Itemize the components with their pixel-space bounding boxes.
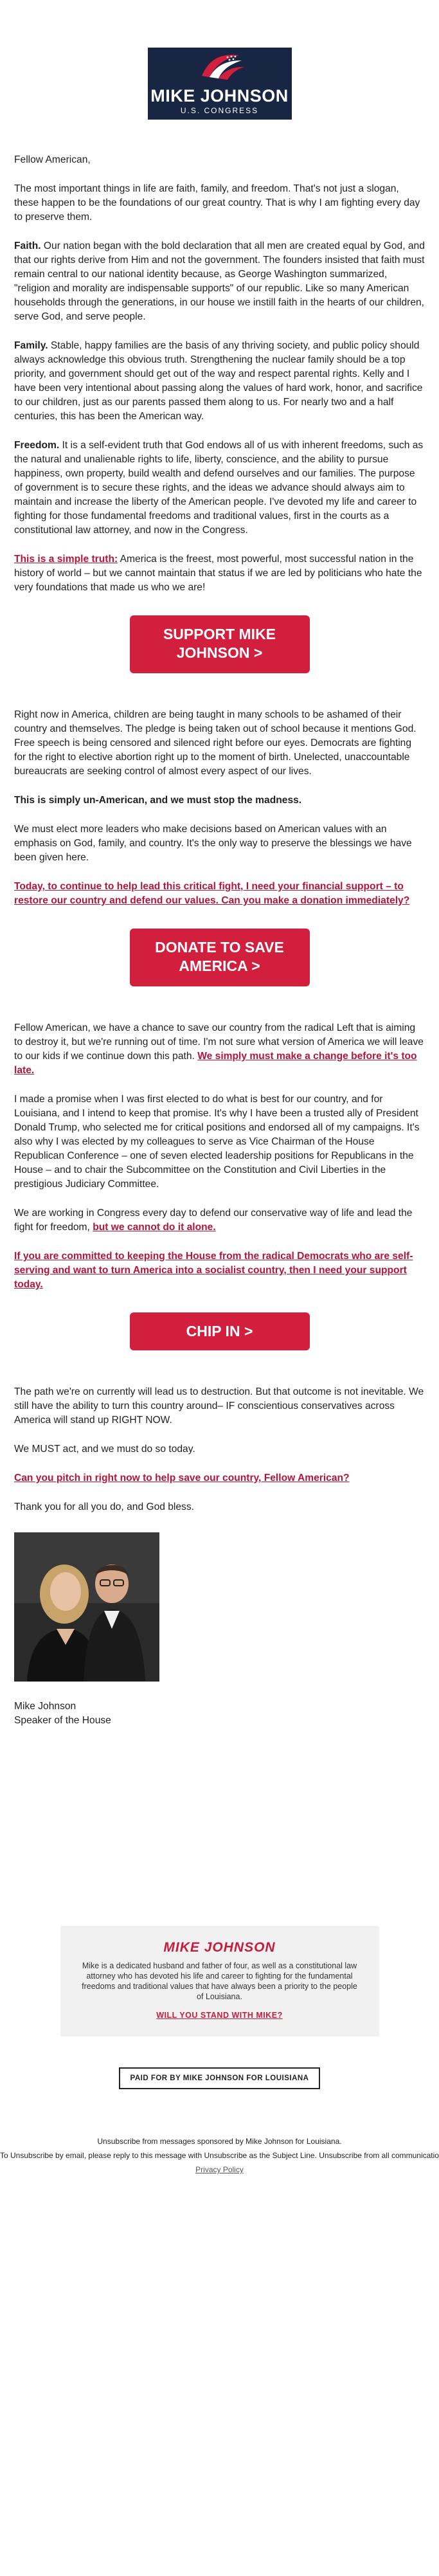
- paragraph-faith: [14, 239, 425, 324]
- campaign-logo: [148, 48, 292, 120]
- family-label: Family.: [14, 340, 48, 351]
- bio-box: [60, 1926, 379, 2036]
- family-text: Stable, happy families are the basis of any thriving society, and public policy should always acknowledge this obvious truth. Strengthening the nuclear family should be a top priority, and government should get out of the way and respect parental rights. Kelly and I have been very intentional about passing along the values of hard work, honor, and sacrifice to our children, just as our parents passed them along to us. For nearly two and a half centuries, this has been the American way.: [14, 340, 423, 422]
- stand-with-mike-link[interactable]: WILL YOU STAND WITH MIKE?: [156, 2011, 283, 2020]
- paragraph-pitch: [14, 1471, 425, 1485]
- donate-save-america-button[interactable]: DONATE TO SAVE AMERICA >: [130, 929, 310, 986]
- paragraph-working: [14, 1206, 425, 1235]
- working-text: We are working in Congress every day to defend our conservative way of life and lead the fight for freedom,: [14, 1208, 413, 1233]
- paragraph-path: The path we're on currently will lead us to destruction. But that outcome is not inevitable. We still have the ability to turn this country around– IF conscientious conservatives across America will stand up RIGHT NOW.: [14, 1386, 424, 1426]
- financial-support-link[interactable]: Today, to continue to help lead this critical fight, I need your financial support – to restore our country and defend our values. Can you make a donation immediately?: [14, 881, 410, 906]
- paragraph-promise: I made a promise when I was first elected to do what is best for our country, and for Louisiana, and I intend to keep that promise. It's why I have been a trusted ally of President Donald Trump, who selected me for critical positions and endorsed all of my campaigns. It's also why I was elected by my colleagues to serve as Vice Chairman of the House Republican Conference – one of seven elected leadership positions for Republicans in the House – and to chair the Subcommittee on the Constitution and Civil Liberties in the prestigious Judiciary Committee.: [14, 1094, 420, 1190]
- paragraph-freedom: [14, 439, 425, 538]
- paragraph-family: [14, 339, 425, 424]
- couple-photo: [14, 1532, 159, 1682]
- committed-support-link[interactable]: If you are committed to keeping the House from the radical Democrats who are self-serving and want to turn America into a socialist country, then I need your support today.: [14, 1251, 413, 1290]
- simple-truth-link[interactable]: This is a simple truth:: [14, 554, 118, 565]
- privacy-policy-link[interactable]: Privacy Policy: [195, 2165, 244, 2174]
- faith-label: Faith.: [14, 240, 41, 251]
- paragraph-chance: [14, 1021, 425, 1078]
- paragraph-thanks: Thank you for all you do, and God bless.: [14, 1501, 194, 1512]
- bio-title: MIKE JOHNSON: [163, 1940, 276, 1955]
- footer: [0, 1926, 439, 2175]
- paragraph-today: [14, 880, 425, 908]
- freedom-text: It is a self-evident truth that God endows all of us with inherent freedoms, such as the natural and unalienable rights to life, liberty, conscience, and the ability to pursue happiness, own property, build wealth and defend ourselves and our families. The purpose of government is to secure these rights, and the ideas we advance should always aim to maintain and increase the liberty of the American people. I've devoted my life and career to fighting for those fundamental freedoms and traditional values, first in the courts as a constitutional law attorney, and now in the Congress.: [14, 440, 424, 536]
- paragraph-must-act: We MUST act, and we must do so today.: [14, 1444, 195, 1455]
- logo-subtitle: U.S. CONGRESS: [180, 106, 259, 115]
- logo-header: [0, 0, 439, 123]
- logo-name: MIKE JOHNSON: [150, 86, 289, 105]
- unsubscribe-sponsor-link[interactable]: Unsubscribe from messages sponsored by Mike Johnson for Louisiana.: [97, 2137, 342, 2146]
- signature-name: Mike Johnson: [14, 1701, 76, 1712]
- support-mike-button[interactable]: SUPPORT MIKE JOHNSON >: [130, 615, 310, 673]
- chance-text: Fellow American, we have a chance to save our country from the radical Left that is aiming to destroy it, but we're running out of time. I'm not sure what version of America we will leave to our kids if we continue down this path.: [14, 1022, 424, 1062]
- flag-swoosh-icon: [148, 48, 292, 86]
- truth-text: America is the freest, most powerful, most successful nation in the history of world – but we cannot maintain that status if we are led by politicians who hate the very foundations that made us who we are!: [14, 554, 422, 593]
- pitch-in-link[interactable]: Can you pitch in right now to help save our country, Fellow American?: [14, 1473, 350, 1483]
- cannot-do-alone-link[interactable]: but we cannot do it alone.: [93, 1222, 216, 1233]
- unsubscribe-email-instructions: To Unsubscribe by email, please reply to this message with Unsubscribe as the Subject Line. Unsubscribe from all communicatio: [0, 2151, 439, 2160]
- bio-text: Mike is a dedicated husband and father of four, as well as a constitutional law attorney who has devoted his life and career to fighting for the fundamental freedoms and traditional values that have always been a priority to the people of Louisiana.: [82, 1961, 357, 2001]
- paragraph-intro: The most important things in life are faith, family, and freedom. That's not just a slogan, these happen to be the foundations of our great country. That is why I am fighting every day to preserve them.: [14, 183, 420, 222]
- portrait-image: [14, 1532, 159, 1682]
- make-change-link[interactable]: We simply must make a change before it's too late.: [14, 1051, 417, 1076]
- letter-body: [0, 153, 439, 1728]
- chip-in-button[interactable]: CHIP IN >: [130, 1312, 310, 1350]
- paragraph-leaders: We must elect more leaders who make decisions based on American values with an emphasis on God, family, and country. It's the only way to preserve the blessings we have been given here.: [14, 824, 412, 863]
- greeting: Fellow American,: [14, 154, 91, 165]
- paragraph-truth: [14, 552, 425, 595]
- paid-for-disclaimer: PAID FOR BY MIKE JOHNSON FOR LOUISIANA: [119, 2067, 321, 2089]
- faith-text: Our nation began with the bold declaration that all men are created equal by God, and that our rights derive from Him and not the government. The founders insisted that faith must remain central to our national identity because, as George Washington summarized, "religion and morality are indispensable supports" of our republic. Like so many American households through the generations, in our house we instill faith in the hearts of our children, serve God, and serve people.: [14, 240, 425, 322]
- paragraph-madness: This is simply un-American, and we must stop the madness.: [14, 795, 302, 806]
- signature-title: Speaker of the House: [14, 1715, 111, 1726]
- paragraph-committed: [14, 1249, 425, 1292]
- paragraph-children: Right now in America, children are being taught in many schools to be ashamed of their country and themselves. The pledge is being taken out of school because it mentions God. Free speech is being censored and silenced right before our eyes. Democrats are fighting for the right to elective abortion right up to the moment of birth. Unelected, unaccountable bureaucrats are seeking control of almost every aspect of our lives.: [14, 709, 417, 777]
- freedom-label: Freedom.: [14, 440, 60, 451]
